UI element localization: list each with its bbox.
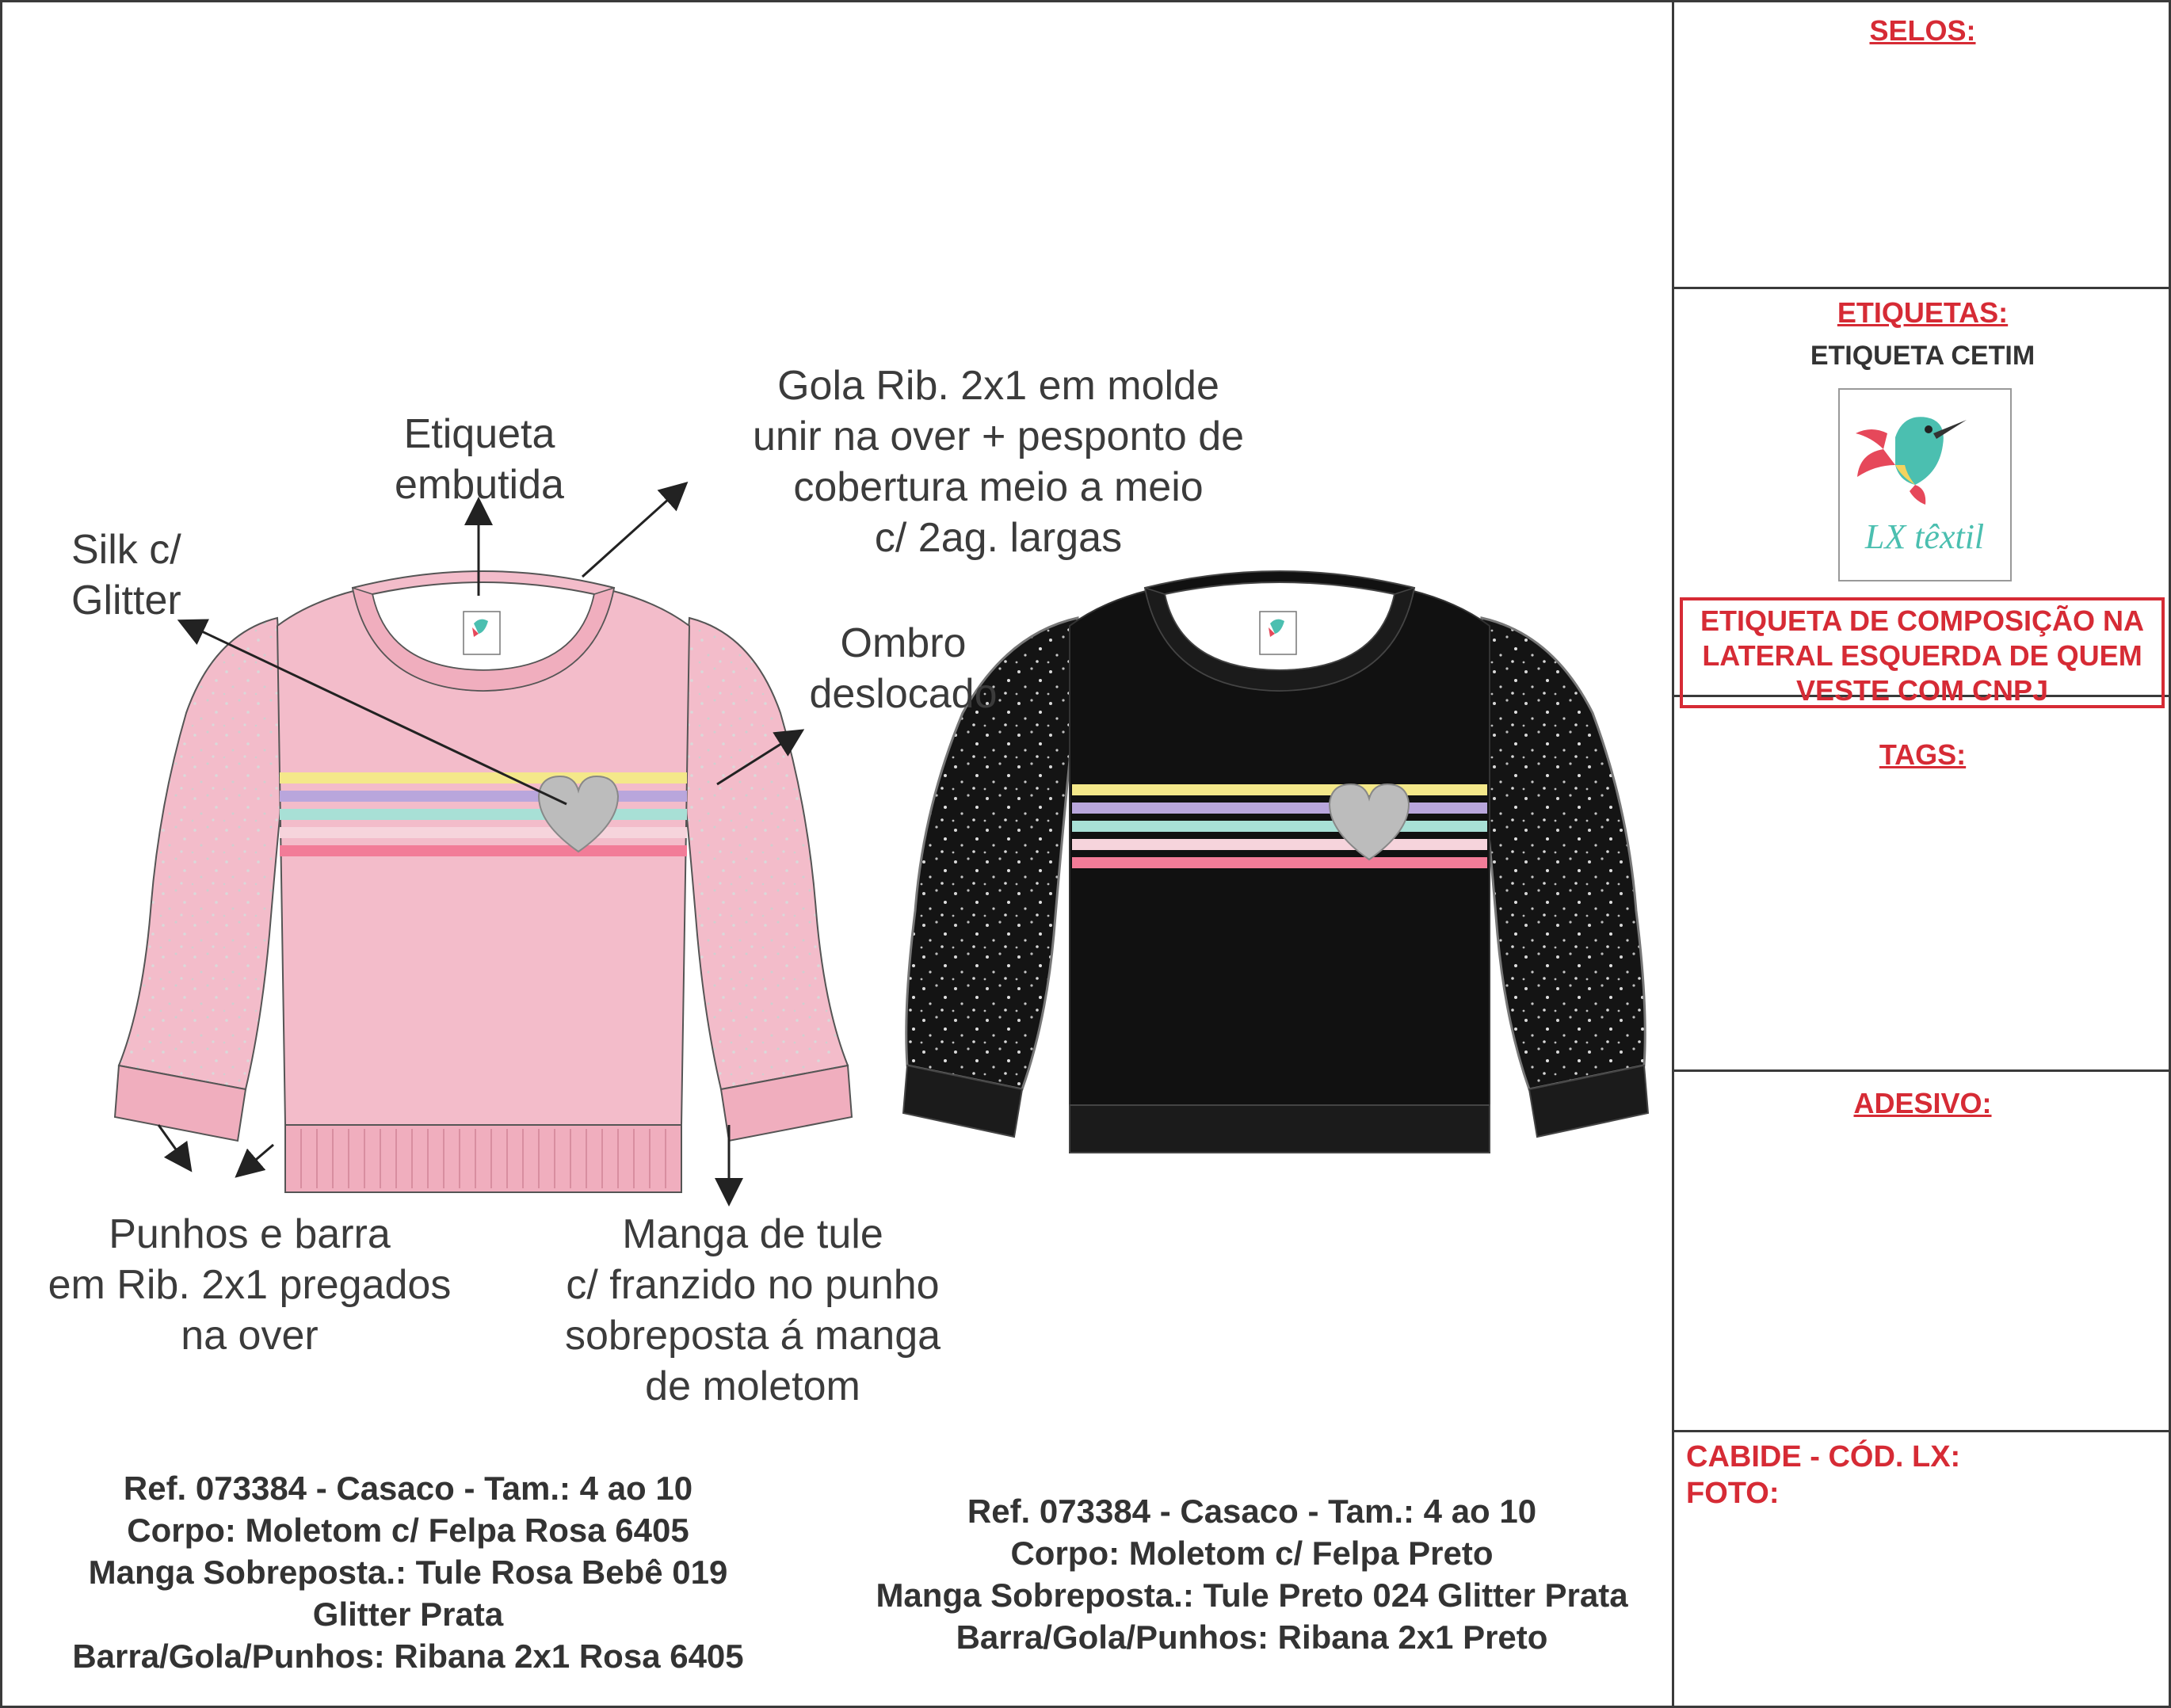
pink-hem [285, 1125, 681, 1192]
tags-title: TAGS: [1879, 738, 1967, 771]
composition-label-box [1680, 597, 2165, 708]
stripe-pink [280, 845, 687, 856]
spec-line: Corpo: Moletom c/ Felpa Rosa 6405 [127, 1512, 689, 1549]
annotation-gola [618, 360, 1379, 563]
black-stripe-pink-light [1072, 839, 1487, 850]
black-stripe-pink [1072, 857, 1487, 868]
composition-line: VESTE COM CNPJ [1795, 674, 2049, 707]
hummingbird-icon [1840, 390, 2010, 580]
etiqueta-cetim-label: ETIQUETA CETIM [1810, 341, 2036, 371]
stripe-yellow [280, 772, 687, 783]
spec-line: Barra/Gola/Punhos: Ribana 2x1 Rosa 6405 [72, 1637, 744, 1675]
stripe-pink-light [280, 827, 687, 838]
spec-line: Ref. 073384 - Casaco - Tam.: 4 ao 10 [123, 1470, 693, 1507]
annotation-line: embutida [395, 462, 564, 508]
spec-black [832, 1490, 1672, 1658]
etiquetas-title: ETIQUETAS: [1837, 296, 2009, 329]
left-sleeve [119, 618, 285, 1089]
stripe-mint [280, 809, 687, 820]
annotation-line: Silk c/ [71, 527, 181, 573]
black-stripe-mint [1072, 821, 1487, 832]
spec-pink [16, 1467, 800, 1677]
black-stripe-lilac [1072, 803, 1487, 814]
annotation-line: Etiqueta [403, 411, 555, 457]
annotation-line: Manga de tule [622, 1211, 883, 1257]
spec-line: Corpo: Moletom c/ Felpa Preto [1010, 1535, 1494, 1572]
section-divider-1 [1672, 287, 2171, 289]
composition-line: ETIQUETA DE COMPOSIÇÃO NA [1700, 604, 2145, 637]
adesivo-title: ADESIVO: [1853, 1087, 1992, 1119]
annotation-line: deslocado [809, 671, 998, 717]
annotation-line: de moletom [645, 1363, 860, 1409]
sidebar-divider [1672, 0, 1674, 1708]
black-hem [1070, 1105, 1490, 1153]
black-stripe-yellow [1072, 784, 1487, 795]
pink-sweatshirt [115, 571, 852, 1192]
annotation-ombro [773, 618, 1034, 719]
annotation-line: em Rib. 2x1 pregados [48, 1262, 452, 1308]
annotation-line: na over [181, 1313, 319, 1359]
black-right-sleeve [1482, 618, 1645, 1089]
cabide-label: CABIDE - CÓD. LX: [1686, 1440, 1961, 1474]
section-divider-4 [1672, 1430, 2171, 1432]
foto-label: FOTO: [1686, 1477, 1780, 1510]
annotation-punhos [8, 1209, 491, 1361]
spec-line: Manga Sobreposta.: Tule Rosa Bebê 019 [88, 1554, 728, 1591]
annotation-line: cobertura meio a meio [793, 464, 1204, 510]
spec-line: Manga Sobreposta.: Tule Preto 024 Glitter Prata [876, 1576, 1628, 1614]
selos-title: SELOS: [1869, 14, 1976, 47]
svg-text:LX têxtil: LX têxtil [1864, 517, 1985, 556]
composition-line: LATERAL ESQUERDA DE QUEM [1702, 639, 2142, 672]
annotation-manga [507, 1209, 998, 1412]
spec-line: Barra/Gola/Punhos: Ribana 2x1 Preto [956, 1618, 1548, 1656]
lx-textil-logo [1838, 388, 2012, 581]
annotation-silk [71, 524, 181, 626]
annotation-line: c/ franzido no punho [566, 1262, 940, 1308]
annotation-line: c/ 2ag. largas [874, 515, 1123, 561]
annotation-line: Ombro [840, 620, 967, 666]
annotation-line: unir na over + pesponto de [752, 414, 1245, 459]
annotation-line: Punhos e barra [109, 1211, 391, 1257]
annotation-line: Glitter [71, 578, 181, 623]
spec-line: Ref. 073384 - Casaco - Tam.: 4 ao 10 [967, 1493, 1537, 1530]
stripe-lilac [280, 791, 687, 802]
section-divider-3 [1672, 1069, 2171, 1072]
annotation-line: Gola Rib. 2x1 em molde [777, 363, 1219, 409]
spec-line: Glitter Prata [312, 1596, 504, 1633]
annotation-line: sobreposta á manga [564, 1313, 941, 1359]
annotation-etiqueta [349, 409, 610, 510]
